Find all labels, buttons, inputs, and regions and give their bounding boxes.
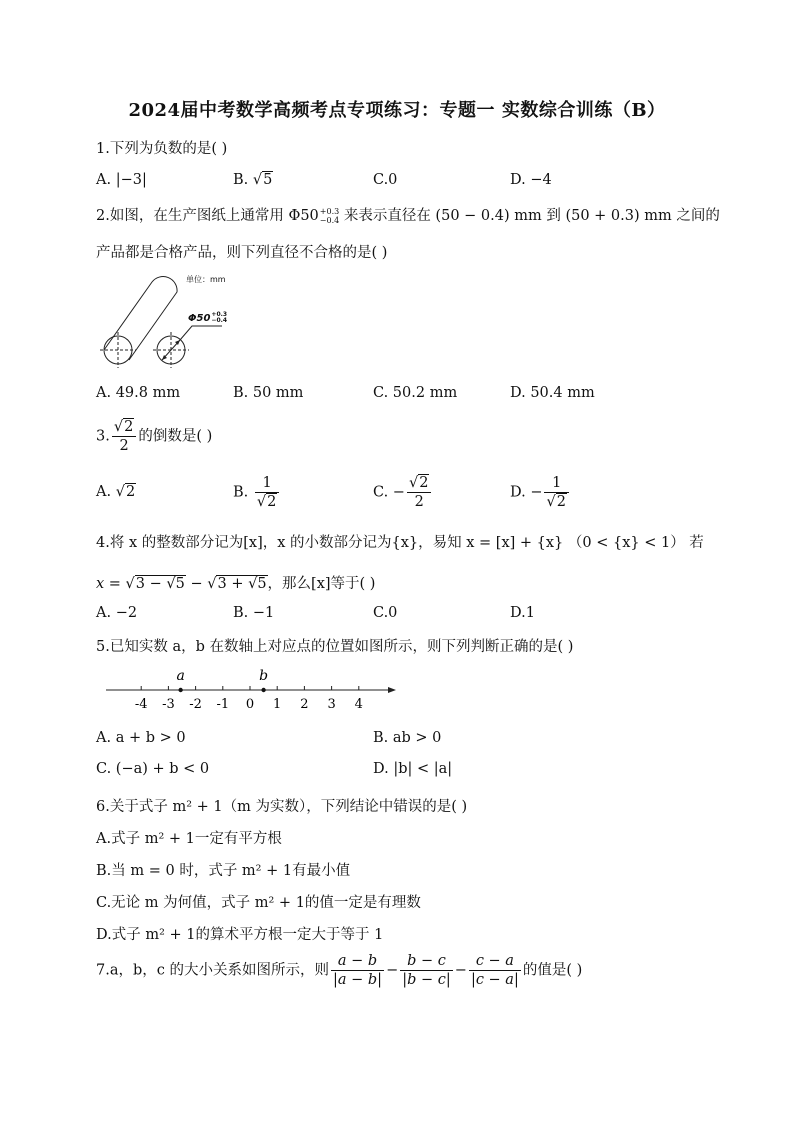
q6-option-a: A.式子 m² + 1一定有平方根 <box>96 831 282 847</box>
q6-option-d: D.式子 m² + 1的算术平方根一定大于等于 1 <box>96 927 384 943</box>
axis-tick-label: -3 <box>162 697 175 712</box>
question-2-stem-line2: 产品都是合格产品，则下列直径不合格的是( ) <box>96 245 388 261</box>
q3-option-d: D. − $\frac{1}{√2}$ <box>510 474 571 511</box>
q4-option-c: C.0 <box>373 605 398 621</box>
number-line-point <box>261 688 265 692</box>
q5-option-b: B. ab > 0 <box>373 730 442 746</box>
axis-tick-label: 4 <box>354 697 363 712</box>
figure-unit-label: 单位：mm <box>186 275 226 284</box>
axis-tick-label: 3 <box>327 697 336 712</box>
question-4-stem-line2: x = √3 − √5 − √3 + √5，那么[x]等于( ) <box>96 576 376 592</box>
q4-option-a: A. −2 <box>96 605 138 621</box>
number-line-point-label: a <box>176 668 185 684</box>
number-line-point <box>178 688 182 692</box>
question-2-stem: 2.如图，在生产图纸上通常用 Φ50+0.3 −0.4 来表示直径在 (50 − 0.4) mm 到 (50 + 0.3) mm 之间的 <box>96 207 720 225</box>
q2-option-a: A. 49.8 mm <box>96 385 181 401</box>
axis-tick-label: 2 <box>300 697 309 712</box>
q1-option-d: D. −4 <box>510 172 552 188</box>
axis-arrow-icon <box>388 687 396 693</box>
q1-option-c: C.0 <box>373 172 398 188</box>
number-line-figure <box>104 665 404 715</box>
q3-option-b: B. $\frac{1}{√2}$ <box>233 474 281 511</box>
q2-option-b: B. 50 mm <box>233 385 304 401</box>
axis-tick-label: -4 <box>134 697 148 712</box>
question-1-stem: 1.下列为负数的是( ) <box>96 141 228 157</box>
q5-option-a: A. a + b > 0 <box>96 730 186 746</box>
axis-tick-label: 0 <box>245 697 255 712</box>
question-6-stem: 6.关于式子 m² + 1（m 为实数），下列结论中错误的是( ) <box>96 799 468 815</box>
number-line-point-label: b <box>259 668 269 684</box>
q2-option-d: D. 50.4 mm <box>510 385 595 401</box>
question-7-stem: 7.a，b，c 的大小关系如图所示，则 $\frac{a - b}{|a - b|}$ − $\frac{b - c}{|b - c|}$ − $\frac{c - a}{|c - a|}$ 的值是( ) <box>96 953 583 988</box>
document-title: 2024届中考数学高频考点专项练习：专题一 实数综合训练（B） <box>128 100 666 121</box>
q4-option-d: D.1 <box>510 605 535 621</box>
q3-option-c: C. − $\frac{√2}{2}$ <box>373 474 433 511</box>
question-3-stem: 3. $\frac{√2}{2}$ 的倒数是( ) <box>96 419 213 454</box>
q4-option-b: B. −1 <box>233 605 275 621</box>
axis-tick-label: 1 <box>273 697 282 712</box>
question-5-stem: 5.已知实数 a，b 在数轴上对应点的位置如图所示，则下列判断正确的是( ) <box>96 639 574 655</box>
axis-tick-label: -1 <box>216 697 230 712</box>
figure-diameter-label: Φ50+0.3 −0.4 <box>188 311 228 324</box>
q6-option-b: B.当 m = 0 时，式子 m² + 1有最小值 <box>96 863 351 879</box>
q5-option-d: D. |b| < |a| <box>373 761 453 777</box>
q6-option-c: C.无论 m 为何值，式子 m² + 1的值一定是有理数 <box>96 895 421 911</box>
axis-tick-label: -2 <box>189 697 202 712</box>
q1-option-b: B. √5 <box>233 172 273 188</box>
pipe-figure <box>96 268 256 376</box>
q3-option-a: A. √2 <box>96 484 136 500</box>
question-4-stem: 4.将 x 的整数部分记为[x]，x 的小数部分记为{x}，易知 x = [x] + {x} （0 < {x} < 1） 若 <box>96 535 704 551</box>
q2-option-c: C. 50.2 mm <box>373 385 458 401</box>
q1-option-a: A. |−3| <box>96 172 147 188</box>
q5-option-c: C. (−a) + b < 0 <box>96 761 210 777</box>
